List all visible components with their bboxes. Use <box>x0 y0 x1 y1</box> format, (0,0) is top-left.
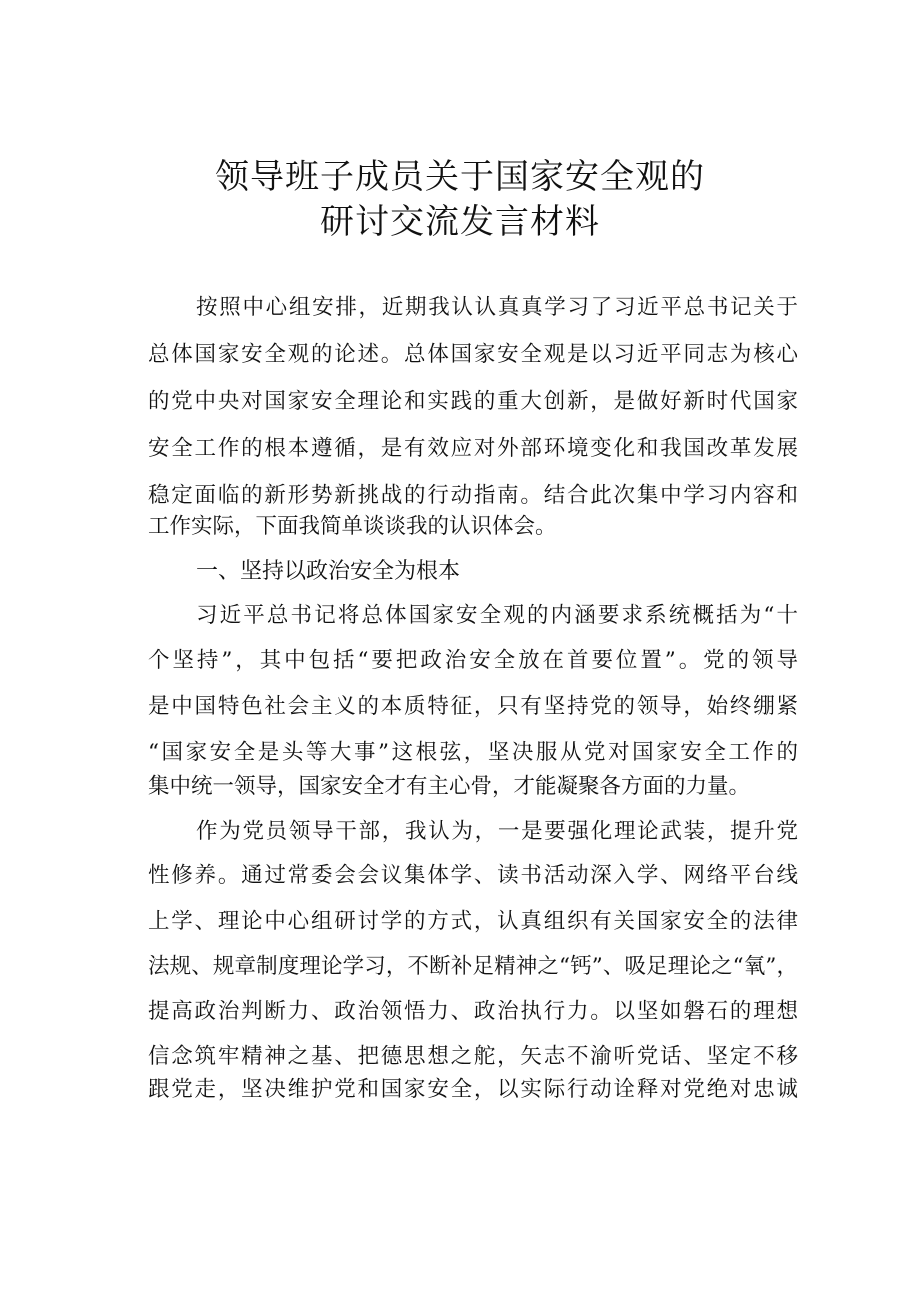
paragraph-2-line: 集中统一领导，国家安全才有主心骨，才能凝聚各方面的力量。 <box>148 774 751 799</box>
paragraph-3-line: 上学、理论中心组研讨学的方式，认真组织有关国家安全的法律 <box>148 909 798 934</box>
paragraph-3-line: 作为党员领导干部，我认为，一是要强化理论武装，提升党 <box>196 819 798 844</box>
document-title-line2: 研讨交流发言材料 <box>320 202 600 242</box>
paragraph-1-line: 工作实际，下面我简单谈谈我的认识体会。 <box>148 514 557 539</box>
paragraph-1-line: 稳定面临的新形势新挑战的行动指南。结合此次集中学习内容和 <box>148 483 798 508</box>
paragraph-3-line: 法规、规章制度理论学习，不断补足精神之“钙”、吸足理论之“氧”， <box>148 954 798 979</box>
paragraph-2-line: 习近平总书记将总体国家安全观的内涵要求系统概括为“十 <box>196 603 798 628</box>
paragraph-3-line: 信念筑牢精神之基、把德思想之舵，矢志不渝听党话、坚定不移 <box>148 1044 798 1069</box>
paragraph-1-line: 总体国家安全观的论述。总体国家安全观是以习近平同志为核心 <box>148 342 798 367</box>
paragraph-1-line: 按照中心组安排，近期我认认真真学习了习近平总书记关于 <box>196 295 798 320</box>
paragraph-2-line: “国家安全是头等大事”这根弦，坚决服从党对国家安全工作的 <box>148 740 798 765</box>
paragraph-1-line: 安全工作的根本遵循，是有效应对外部环境变化和我国改革发展 <box>148 436 798 461</box>
paragraph-3-line: 性修养。通过常委会会议集体学、读书活动深入学、网络平台线 <box>148 863 798 888</box>
section-heading-1: 一、坚持以政治安全为根本 <box>196 559 461 584</box>
paragraph-1-line: 的党中央对国家安全理论和实践的重大创新，是做好新时代国家 <box>148 389 798 414</box>
paragraph-3-line: 提高政治判断力、政治领悟力、政治执行力。以坚如磐石的理想 <box>148 999 798 1024</box>
document-title-line1: 领导班子成员关于国家安全观的 <box>215 157 705 197</box>
paragraph-2-line: 是中国特色社会主义的本质特征，只有坚持党的领导，始终绷紧 <box>148 694 798 719</box>
paragraph-3-line: 跟党走，坚决维护党和国家安全，以实际行动诠释对党绝对忠诚 <box>148 1077 798 1102</box>
paragraph-2-line: 个坚持”，其中包括“要把政治安全放在首要位置”。党的领导 <box>148 648 798 673</box>
